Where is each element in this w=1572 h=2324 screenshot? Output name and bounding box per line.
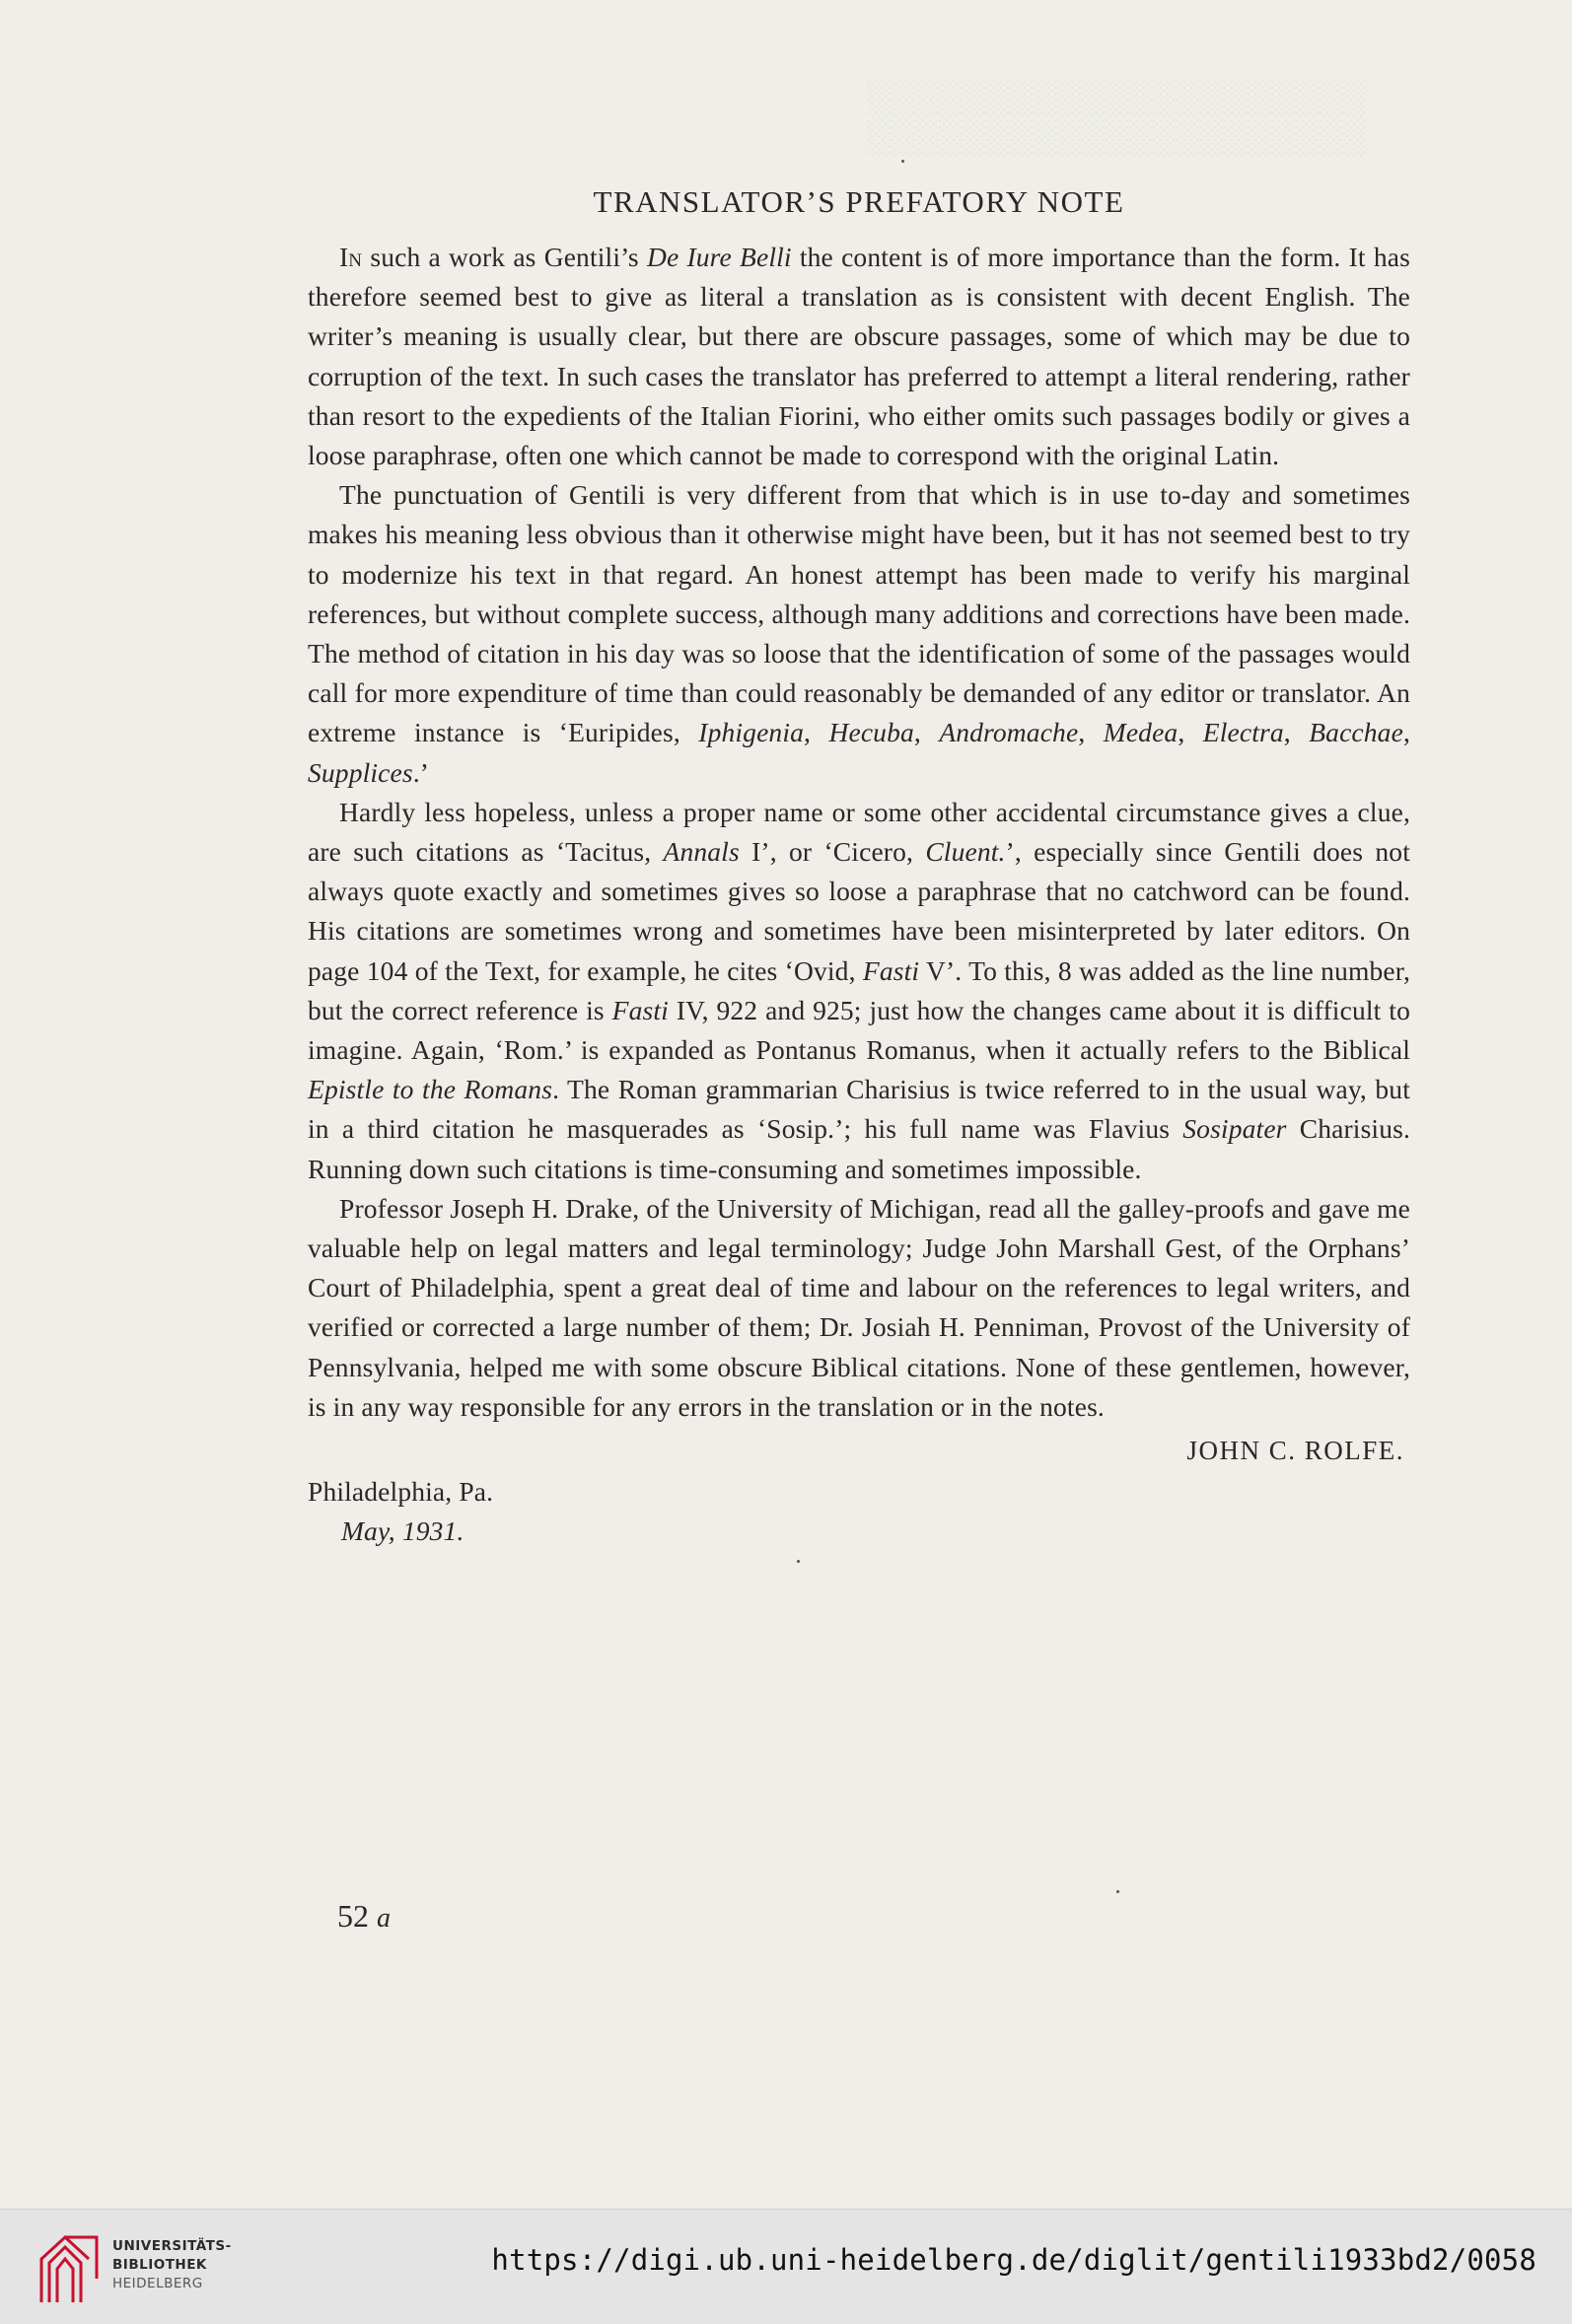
- speck: [1116, 1890, 1119, 1893]
- page-title: TRANSLATOR’S PREFATORY NOTE: [593, 184, 1125, 219]
- date-line: May, 1931.: [341, 1515, 464, 1547]
- document-body: [308, 182, 1410, 1551]
- library-name: UNIVERSITÄTS- BIBLIOTHEK HEIDELBERG: [112, 2238, 232, 2291]
- place-line: Philadelphia, Pa.: [308, 1476, 494, 1508]
- bleed-through-texture: ░░░░░░░░░░░░░░░░░░░░░ ░░░░░░░░░░░░░░░░░░░░░: [868, 80, 1367, 156]
- permalink-url[interactable]: https://digi.ub.uni-heidelberg.de/diglit/gentili1933bd2/0058: [491, 2243, 1536, 2277]
- paragraph-4: Professor Joseph H. Drake, of the University of Michigan, read all the galley-proofs and gave me valuable help on legal matters and legal terminology; Judge John Marshall Gest, of the Orphans’ Court of Philadelphia, spent a great deal of time and labour on the references to legal writers, and verified or corrected a large number of them; Dr. Josiah H. Penniman, Provost of the University of Pennsylvania, helped me with some obscure Biblical citations. None of these gentlemen, however, is in any way responsible for any errors in the translation or in the notes.: [308, 1192, 1410, 1422]
- paragraph-1: In such a work as Gentili’s De Iure Belli the content is of more importance than the form. It has therefore seemed best to give as literal a translation as is consistent with decent English. The writer’s meaning is usually clear, but there are obscure passages, some of which may be due to corruption of the text. In such cases the translator has preferred to attempt a literal rendering, rather than resort to the expedients of the Italian Fiorini, who either omits such passages bodily or gives a loose paraphrase, often one which cannot be made to correspond with the original Latin.: [308, 242, 1410, 471]
- page-number: 52 a: [337, 1898, 391, 1934]
- paragraph-3: Hardly less hopeless, unless a proper name or some other accidental circumstance gives a clue, are such citations as ‘Tacitus, Annals I’, or ‘Cicero, Cluent.’, especially since Gentili does not always quote exactly and sometimes gives so loose a paraphrase that no catchword can be found. His citations are sometimes wrong and sometimes have been misinterpreted by later editors. On page 104 of the Text, for example, he cites ‘Ovid, Fasti V’. To this, 8 was added as the line number, but the correct reference is Fasti IV, 922 and 925; just how the changes came about it is difficult to imagine. Again, ‘Rom.’ is expanded as Pontanus Romanus, when it actually refers to the Biblical Epistle to the Romans. The Roman grammarian Charisius is twice referred to in the usual way, but in a third citation he masquerades as ‘Sosip.’; his full name was Flavius Sosipater Charisius. Running down such citations is time-consuming and sometimes impossible.: [308, 796, 1411, 1184]
- viewer-footer: [0, 2209, 1572, 2324]
- lead-in: In: [339, 242, 363, 272]
- speck: [797, 1560, 800, 1563]
- library-logo-icon[interactable]: [36, 2229, 105, 2304]
- paragraph-2: The punctuation of Gentili is very different from that which is in use to-day and sometimes makes his meaning less obvious than it otherwise might have been, but it has not seemed best to try to modernize his text in that regard. An honest attempt has been made to verify his marginal references, but without complete success, although many additions and corrections have been made. The method of citation in his day was so loose that the identification of some of the passages would call for more expenditure of time than could reasonably be demanded of any editor or translator. An extreme instance is ‘Euripides, Iphigenia, Hecuba, Andromache, Medea, Electra, Bacchae, Supplices.’: [308, 479, 1410, 788]
- speck: [901, 160, 904, 163]
- signature: JOHN C. ROLFE.: [1186, 1436, 1404, 1466]
